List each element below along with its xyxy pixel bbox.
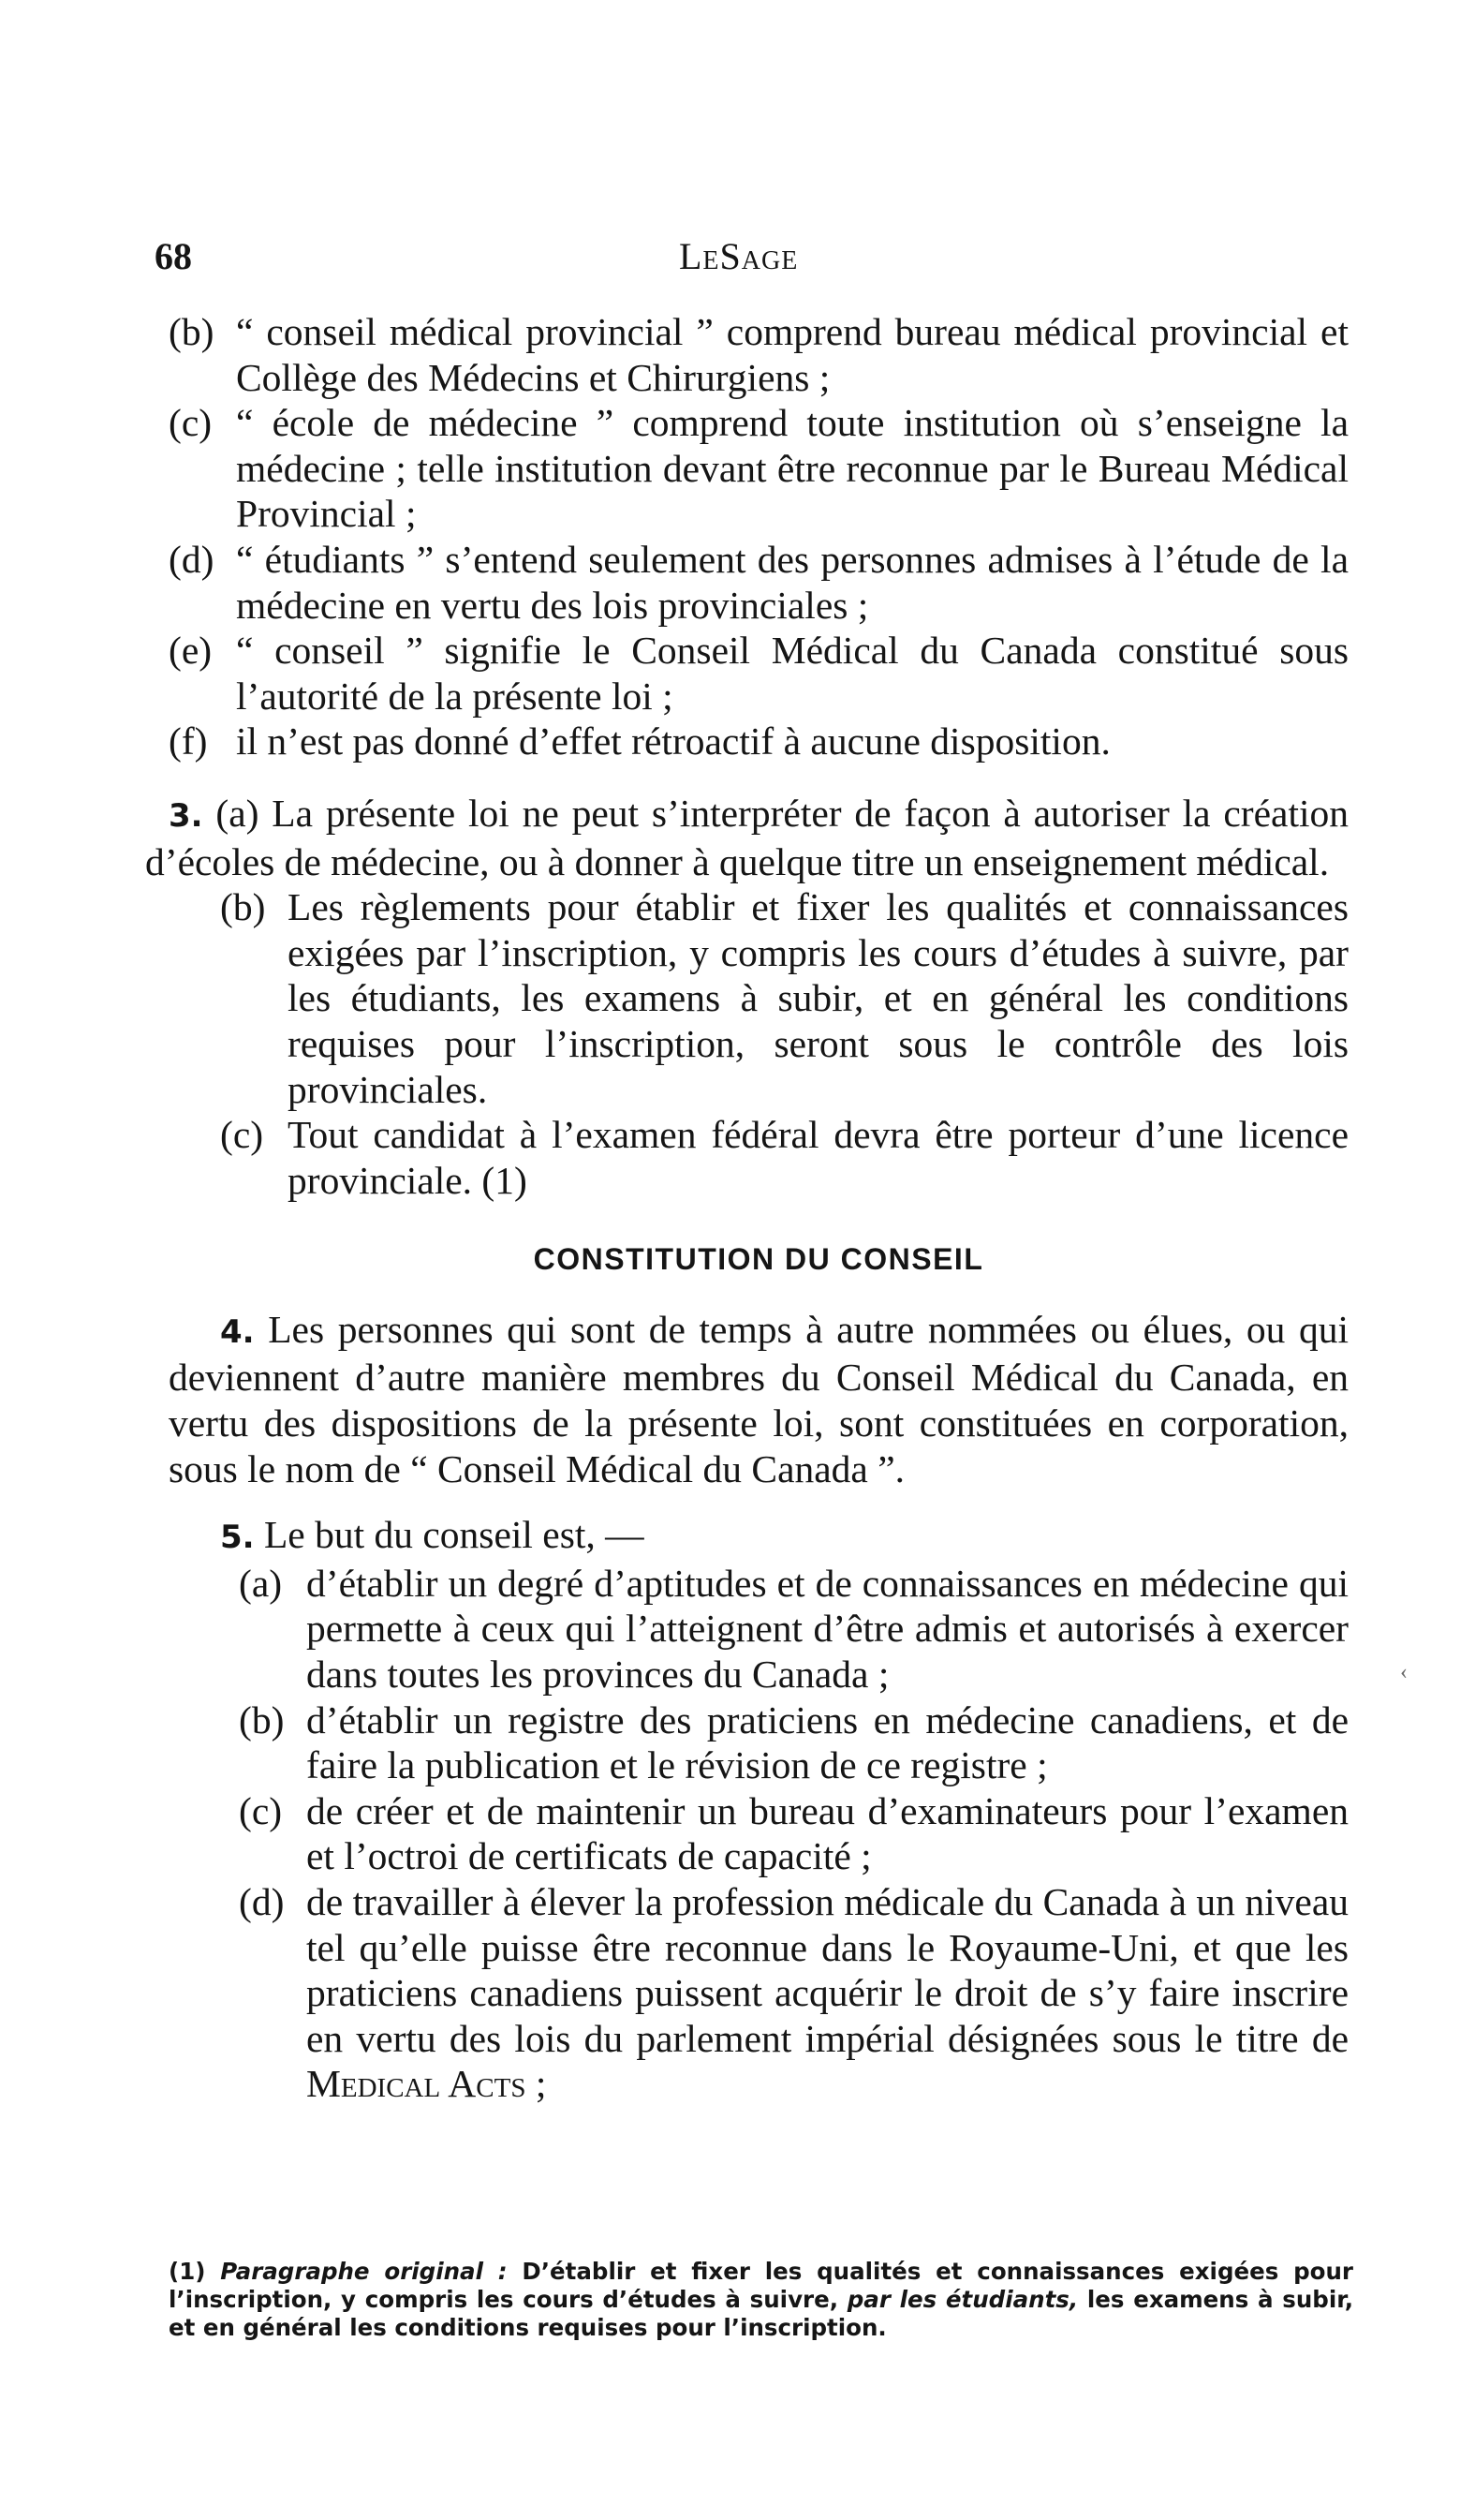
- definition-item-c: [169, 400, 1349, 537]
- item-text: “ école de médecine ” comprend toute institution où s’enseigne la médecine ; telle institution devant être reconnue par le Bureau Médical Provincial ;: [236, 401, 1349, 536]
- section-heading: CONSTITUTION DU CONSEIL: [533, 1242, 984, 1277]
- article-number: 3.: [169, 796, 203, 835]
- footnote-italic-phrase: par les étudiants,: [847, 2286, 1079, 2313]
- footnote-marker: (1): [169, 2258, 206, 2285]
- footnote-text-before: D’établir et fixer les qualités et connaissances exigées pour l’inscription, y compris les cours d’études à suivre,: [169, 2258, 1354, 2313]
- article-text: Le but du conseil est, —: [263, 1513, 644, 1557]
- item-text: d’établir un degré d’aptitudes et de connaissances en médecine qui permette à ceux qui l’atteignent d’être admis et autorisés à exercer dans toutes les provinces du Canada ;: [306, 1561, 1349, 1697]
- article-4: [169, 1307, 1349, 1491]
- item-label: (f): [169, 719, 208, 763]
- article-5-item-d: [239, 1879, 1349, 2107]
- definition-item-f: [169, 719, 1349, 764]
- article-text: Les personnes qui sont de temps à autre nommées ou élues, ou qui deviennent d’autre manière membres du Conseil Médical du Canada, en vertu des dispositions de la présente loi, sont constituées en corporation, sous le nom de “ Conseil Médical du Canada ”.: [169, 1307, 1350, 1490]
- item-text: Les règlements pour établir et fixer les qualités et connaissances exigées par l’inscription, y compris les cours d’études à suivre, par les étudiants, les examens à subir, et en général les conditions requises pour l’inscription, seront sous le contrôle des lois provinciales.: [288, 885, 1349, 1111]
- article-5-item-b: [239, 1697, 1349, 1788]
- article-lead-text: La présente loi ne peut s’interpréter de façon à autoriser la création d’écoles de médecine, ou à donner à quelque titre un enseignement médical.: [145, 791, 1350, 883]
- item-text: Tout candidat à l’examen fédéral devra être porteur d’une licence provinciale. (1): [288, 1113, 1349, 1202]
- article-3: [145, 791, 1349, 884]
- item-label: (b): [239, 1697, 285, 1742]
- article-3-item-c: [220, 1112, 1349, 1203]
- item-text: de travailler à élever la profession médicale du Canada à un niveau tel qu’elle puisse être reconnue dans le Royaume-Uni, et que les praticiens canadiens puissent acquérir le droit de s’y faire inscrire en vertu des lois du parlement impérial désignées sous le titre de: [306, 1880, 1349, 2060]
- article-lead-label: (a): [215, 791, 259, 835]
- definition-item-b: [169, 309, 1349, 400]
- item-text: “ étudiants ” s’entend seulement des personnes admises à l’étude de la médecine en vertu des lois provinciales ;: [236, 537, 1349, 627]
- item-tail: ;: [525, 2062, 547, 2106]
- article-number: 5.: [220, 1519, 255, 1557]
- article-number: 4.: [220, 1312, 255, 1351]
- item-label: (d): [239, 1880, 285, 1923]
- item-label: (a): [239, 1561, 283, 1605]
- item-text: de créer et de maintenir un bureau d’examinateurs pour l’examen et l’octroi de certificats de capacité ;: [306, 1788, 1349, 1878]
- article-3-item-b: [220, 884, 1349, 1112]
- page-number: 68: [155, 235, 192, 277]
- item-label: (b): [220, 885, 266, 929]
- item-text: d’établir un registre des praticiens en médecine canadiens, et de faire la publication et le révision de ce registre ;: [306, 1697, 1349, 1787]
- article-5: [169, 1512, 1349, 1561]
- definition-item-e: [169, 628, 1349, 719]
- item-label: (d): [169, 537, 214, 581]
- main-text: [145, 309, 1350, 2107]
- item-label: (c): [220, 1113, 264, 1157]
- item-label: (c): [169, 401, 213, 445]
- stray-mark: ‹: [1400, 1660, 1408, 1684]
- item-text: il n’est pas donné d’effet rétroactif à aucune disposition.: [236, 719, 1111, 763]
- page-header: [155, 234, 1363, 290]
- item-text: “ conseil ” signifie le Conseil Médical du Canada constitué sous l’autorité de la présente loi ;: [236, 629, 1349, 718]
- running-head: LeSage: [679, 235, 799, 277]
- article-5-item-a: [239, 1561, 1349, 1697]
- item-text: “ conseil médical provincial ” comprend bureau médical provincial et Collège des Médecins et Chirurgiens ;: [236, 310, 1349, 399]
- definition-item-d: [169, 537, 1349, 628]
- article-5-item-c: [239, 1788, 1349, 1879]
- item-label: (b): [169, 310, 214, 353]
- footnote: [169, 2258, 1353, 2342]
- medical-acts-title: Medical Acts: [306, 2062, 526, 2106]
- footnote-text-after: les examens à subir, et en général les conditions requises pour l’inscription.: [169, 2286, 1354, 2341]
- item-label: (c): [239, 1788, 283, 1832]
- item-label: (e): [169, 629, 213, 673]
- footnote-label: Paragraphe original :: [220, 2258, 508, 2285]
